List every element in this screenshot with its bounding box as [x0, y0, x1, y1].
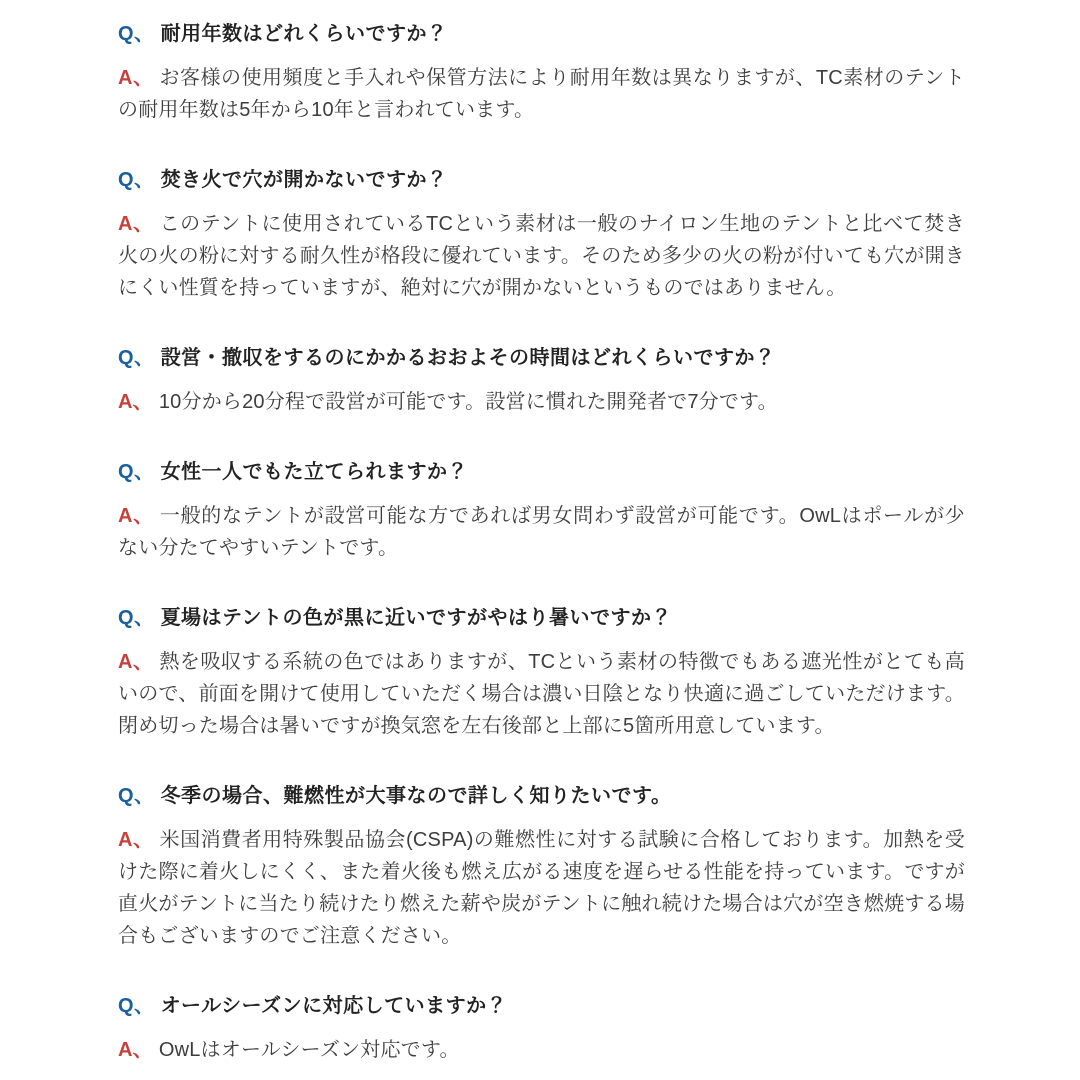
faq-list	[118, 18, 965, 1066]
faq-item	[118, 602, 965, 742]
q-label: Q、	[118, 169, 155, 191]
question-text: 耐用年数はどれくらいですか？	[160, 23, 448, 45]
question-text: 冬季の場合、難燃性が大事なので詳しく知りたいです。	[160, 785, 672, 807]
faq-answer	[118, 646, 965, 742]
answer-text: OwLはオールシーズン対応です。	[158, 1039, 460, 1061]
q-label: Q、	[118, 607, 155, 629]
q-label: Q、	[118, 347, 155, 369]
faq-answer	[118, 500, 965, 564]
answer-text: 一般的なテントが設営可能な方であれば男女問わず設営が可能です。OwLはポールが少ない分たてやすいテントです。	[118, 505, 966, 559]
answer-text: お客様の使用頻度と手入れや保管方法により耐用年数は異なりますが、TC素材のテントの耐用年数は5年から10年と言われています。	[118, 67, 965, 121]
faq-question	[118, 18, 965, 50]
faq-question	[118, 602, 965, 634]
faq-item	[118, 342, 965, 418]
question-text: 設営・撤収をするのにかかるおおよその時間はどれくらいですか？	[160, 347, 776, 369]
a-label: A、	[118, 391, 153, 413]
faq-answer	[118, 208, 965, 304]
a-label: A、	[118, 1039, 153, 1061]
answer-text: 米国消費者用特殊製品協会(CSPA)の難燃性に対する試験に合格しております。加熱を受けた際に着火しにくく、また着火後も燃え広がる速度を遅らせる性能を持っています。ですが直火がテントに当たり続けたり燃えた薪や炭がテントに触れ続けた場合は穴が空き燃焼する場合もございますのでご注意ください。	[118, 829, 965, 947]
faq-question	[118, 990, 965, 1022]
faq-question	[118, 164, 965, 196]
question-text: 夏場はテントの色が黒に近いですがやはり暑いですか？	[160, 607, 673, 629]
a-label: A、	[118, 505, 154, 527]
faq-item	[118, 164, 965, 304]
a-label: A、	[118, 651, 154, 673]
q-label: Q、	[118, 785, 155, 807]
faq-item	[118, 456, 965, 564]
question-text: 女性一人でもた立てられますか？	[160, 461, 469, 483]
faq-item	[118, 990, 965, 1066]
q-label: Q、	[118, 461, 155, 483]
faq-question	[118, 780, 965, 812]
answer-text: 熱を吸収する系統の色ではありますが、TCという素材の特徴でもある遮光性がとても高いので、前面を開けて使用していただく場合は濃い日陰となり快適に過ごしていただけます。閉め切った場合は暑いですが換気窓を左右後部と上部に5箇所用意しています。	[118, 651, 965, 737]
answer-text: このテントに使用されているTCという素材は一般のナイロン生地のテントと比べて焚き火の火の粉に対する耐久性が格段に優れています。そのため多少の火の粉が付いても穴が開きにくい性質を持っていますが、絶対に穴が開かないというものではありません。	[118, 213, 965, 299]
a-label: A、	[118, 213, 154, 235]
a-label: A、	[118, 67, 154, 89]
faq-question	[118, 456, 965, 488]
faq-item	[118, 18, 965, 126]
q-label: Q、	[118, 23, 155, 45]
faq-item	[118, 780, 965, 952]
question-text: オールシーズンに対応していますか？	[160, 995, 508, 1017]
faq-answer	[118, 62, 965, 126]
faq-answer	[118, 386, 965, 418]
question-text: 焚き火で穴が開かないですか？	[160, 169, 448, 191]
faq-answer	[118, 824, 965, 952]
faq-answer	[118, 1034, 965, 1066]
answer-text: 10分から20分程で設営が可能です。設営に慣れた開発者で7分です。	[158, 391, 778, 413]
faq-question	[118, 342, 965, 374]
q-label: Q、	[118, 995, 155, 1017]
a-label: A、	[118, 829, 154, 851]
